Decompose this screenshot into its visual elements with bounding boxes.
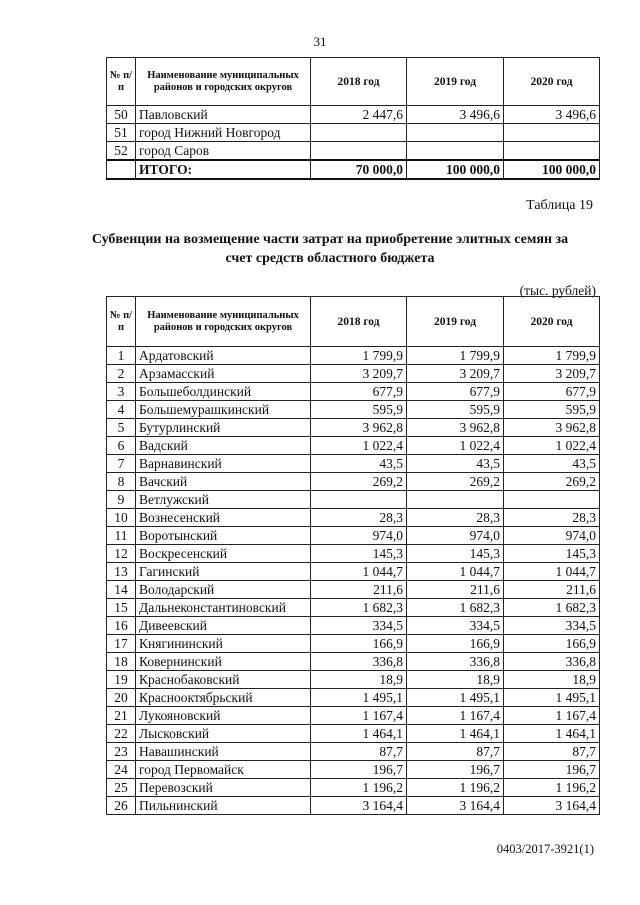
value-2018: 1 799,9: [311, 347, 407, 365]
row-number: 24: [107, 761, 136, 779]
value-2020: 87,7: [504, 743, 600, 761]
district-name: Бутурлинский: [136, 419, 311, 437]
row-number: 5: [107, 419, 136, 437]
value-2020: 196,7: [504, 761, 600, 779]
row-number: 17: [107, 635, 136, 653]
value-2018: 1 196,2: [311, 779, 407, 797]
row-number: 7: [107, 455, 136, 473]
value-2020: 269,2: [504, 473, 600, 491]
value-2020: 974,0: [504, 527, 600, 545]
value-2019: 3 962,8: [407, 419, 504, 437]
district-name: Навашинский: [136, 743, 311, 761]
value-2018: 3 962,8: [311, 419, 407, 437]
table-row: [107, 581, 600, 599]
row-number: 19: [107, 671, 136, 689]
value-2019: 145,3: [407, 545, 504, 563]
value-2020: 1 044,7: [504, 563, 600, 581]
row-number: 15: [107, 599, 136, 617]
value-2019: 1 464,1: [407, 725, 504, 743]
value-2018: 196,7: [311, 761, 407, 779]
page-number: 31: [313, 34, 327, 49]
total-row: [107, 160, 600, 179]
row-number: 16: [107, 617, 136, 635]
row-number: 12: [107, 545, 136, 563]
row-number: 9: [107, 491, 136, 509]
value-2018: [311, 491, 407, 509]
value-2020: 677,9: [504, 383, 600, 401]
table-header-row: [107, 58, 600, 106]
value-2019: 3 164,4: [407, 797, 504, 815]
table-row: [107, 509, 600, 527]
district-name: Вознесенский: [136, 509, 311, 527]
table-row: [107, 527, 600, 545]
value-2020: 595,9: [504, 401, 600, 419]
district-name: Лысковский: [136, 725, 311, 743]
value-2020: 1 167,4: [504, 707, 600, 725]
table-row: [107, 779, 600, 797]
value-2018: 677,9: [311, 383, 407, 401]
value-2019: 595,9: [407, 401, 504, 419]
value-2018: 1 464,1: [311, 725, 407, 743]
total-2019: 100 000,0: [407, 160, 504, 179]
value-2018: 3 209,7: [311, 365, 407, 383]
table-row: [107, 383, 600, 401]
row-number: 51: [107, 124, 136, 142]
header-2018: 2018 год: [311, 58, 407, 106]
value-2019: 1 196,2: [407, 779, 504, 797]
row-number: 14: [107, 581, 136, 599]
value-2018: 334,5: [311, 617, 407, 635]
header-2018: 2018 год: [311, 297, 407, 347]
header-name: Наименование муниципальных районов и городских округов: [136, 297, 311, 347]
value-2018: [311, 124, 407, 142]
district-name: Ветлужский: [136, 491, 311, 509]
table-row: [107, 401, 600, 419]
table-row: [107, 743, 600, 761]
district-name: Дивеевский: [136, 617, 311, 635]
total-empty-cell: [107, 160, 136, 179]
header-name: Наименование муниципальных районов и городских округов: [136, 58, 311, 106]
table-row: [107, 617, 600, 635]
district-name: город Саров: [136, 142, 311, 161]
value-2019: 211,6: [407, 581, 504, 599]
table-header-row: [107, 297, 600, 347]
value-2019: 1 799,9: [407, 347, 504, 365]
district-name: Арзамасский: [136, 365, 311, 383]
value-2020: 3 164,4: [504, 797, 600, 815]
value-2020: 1 022,4: [504, 437, 600, 455]
value-2019: 3 496,6: [407, 106, 504, 124]
row-number: 52: [107, 142, 136, 161]
district-name: Краснооктябрьский: [136, 689, 311, 707]
table-row: [107, 725, 600, 743]
district-name: Большеболдинский: [136, 383, 311, 401]
row-number: 26: [107, 797, 136, 815]
value-2020: 166,9: [504, 635, 600, 653]
value-2019: 18,9: [407, 671, 504, 689]
table-title: Субвенции на возмещение части затрат на приобретение элитных семян за счет средств областного бюджета: [91, 232, 569, 266]
value-2020: [504, 491, 600, 509]
total-2018: 70 000,0: [311, 160, 407, 179]
table-row: [107, 635, 600, 653]
row-number: 21: [107, 707, 136, 725]
value-2018: 1 682,3: [311, 599, 407, 617]
district-name: Пильнинский: [136, 797, 311, 815]
table-caption: Таблица 19: [526, 198, 593, 213]
district-name: Ардатовский: [136, 347, 311, 365]
value-2019: 28,3: [407, 509, 504, 527]
row-number: 1: [107, 347, 136, 365]
district-name: Перевозский: [136, 779, 311, 797]
table-row: [107, 124, 600, 142]
value-2019: 334,5: [407, 617, 504, 635]
district-name: Павловский: [136, 106, 311, 124]
table-row: [107, 473, 600, 491]
value-2019: [407, 142, 504, 161]
value-2018: 1 044,7: [311, 563, 407, 581]
row-number: 3: [107, 383, 136, 401]
district-name: Вадский: [136, 437, 311, 455]
value-2018: 269,2: [311, 473, 407, 491]
row-number: 23: [107, 743, 136, 761]
district-name: Княгининский: [136, 635, 311, 653]
continued-subsidies-table: [106, 57, 600, 180]
value-2018: 1 495,1: [311, 689, 407, 707]
header-2019: 2019 год: [407, 297, 504, 347]
value-2019: 269,2: [407, 473, 504, 491]
row-number: 10: [107, 509, 136, 527]
value-2019: [407, 124, 504, 142]
row-number: 4: [107, 401, 136, 419]
table-row: [107, 419, 600, 437]
value-2020: 1 682,3: [504, 599, 600, 617]
district-name: Краснобаковский: [136, 671, 311, 689]
value-2018: 87,7: [311, 743, 407, 761]
value-2019: 87,7: [407, 743, 504, 761]
value-2019: 3 209,7: [407, 365, 504, 383]
row-number: 50: [107, 106, 136, 124]
value-2020: 1 464,1: [504, 725, 600, 743]
district-name: город Нижний Новгород: [136, 124, 311, 142]
row-number: 2: [107, 365, 136, 383]
value-2020: 28,3: [504, 509, 600, 527]
table-row: [107, 347, 600, 365]
value-2018: 595,9: [311, 401, 407, 419]
header-2019: 2019 год: [407, 58, 504, 106]
value-2020: 3 962,8: [504, 419, 600, 437]
table-row: [107, 491, 600, 509]
row-number: 8: [107, 473, 136, 491]
value-2018: 2 447,6: [311, 106, 407, 124]
value-2019: 1 495,1: [407, 689, 504, 707]
value-2020: 334,5: [504, 617, 600, 635]
district-name: Гагинский: [136, 563, 311, 581]
table-row: [107, 797, 600, 815]
header-no: № п/п: [107, 297, 136, 347]
value-2020: 18,9: [504, 671, 600, 689]
value-2019: 1 167,4: [407, 707, 504, 725]
table-row: [107, 599, 600, 617]
value-2018: 3 164,4: [311, 797, 407, 815]
value-2020: 1 196,2: [504, 779, 600, 797]
table-row: [107, 563, 600, 581]
district-name: Дальнеконстантиновский: [136, 599, 311, 617]
value-2019: 974,0: [407, 527, 504, 545]
row-number: 20: [107, 689, 136, 707]
district-name: Лукояновский: [136, 707, 311, 725]
district-name: город Первомайск: [136, 761, 311, 779]
value-2020: 336,8: [504, 653, 600, 671]
total-label: ИТОГО:: [136, 160, 311, 179]
row-number: 25: [107, 779, 136, 797]
total-2020: 100 000,0: [504, 160, 600, 179]
value-2020: 1 495,1: [504, 689, 600, 707]
row-number: 13: [107, 563, 136, 581]
value-2018: 28,3: [311, 509, 407, 527]
row-number: 22: [107, 725, 136, 743]
value-2020: 145,3: [504, 545, 600, 563]
value-2018: 43,5: [311, 455, 407, 473]
value-2018: 18,9: [311, 671, 407, 689]
value-2018: 1 022,4: [311, 437, 407, 455]
district-name: Воскресенский: [136, 545, 311, 563]
value-2019: [407, 491, 504, 509]
value-2018: 145,3: [311, 545, 407, 563]
table-row: [107, 545, 600, 563]
value-2020: [504, 142, 600, 161]
row-number: 11: [107, 527, 136, 545]
units-label: (тыс. рублей): [519, 283, 596, 298]
value-2020: 211,6: [504, 581, 600, 599]
value-2019: 1 682,3: [407, 599, 504, 617]
district-name: Большемурашкинский: [136, 401, 311, 419]
table-row: [107, 437, 600, 455]
table-row: [107, 106, 600, 124]
table-row: [107, 455, 600, 473]
value-2019: 677,9: [407, 383, 504, 401]
table-row: [107, 689, 600, 707]
row-number: 18: [107, 653, 136, 671]
district-name: Ковернинский: [136, 653, 311, 671]
value-2019: 166,9: [407, 635, 504, 653]
table-row: [107, 653, 600, 671]
value-2019: 196,7: [407, 761, 504, 779]
document-code: 0403/2017-3921(1): [496, 842, 594, 856]
value-2020: 43,5: [504, 455, 600, 473]
value-2019: 43,5: [407, 455, 504, 473]
value-2020: 1 799,9: [504, 347, 600, 365]
value-2018: 1 167,4: [311, 707, 407, 725]
header-no: № п/п: [107, 58, 136, 106]
value-2018: 336,8: [311, 653, 407, 671]
header-2020: 2020 год: [504, 297, 600, 347]
table-row: [107, 761, 600, 779]
value-2019: 1 044,7: [407, 563, 504, 581]
value-2018: 974,0: [311, 527, 407, 545]
district-name: Варнавинский: [136, 455, 311, 473]
value-2018: 211,6: [311, 581, 407, 599]
table-row: [107, 671, 600, 689]
table-row: [107, 365, 600, 383]
value-2019: 1 022,4: [407, 437, 504, 455]
district-name: Володарский: [136, 581, 311, 599]
row-number: 6: [107, 437, 136, 455]
value-2020: 3 209,7: [504, 365, 600, 383]
table-row: [107, 142, 600, 161]
value-2019: 336,8: [407, 653, 504, 671]
district-name: Воротынский: [136, 527, 311, 545]
value-2018: 166,9: [311, 635, 407, 653]
header-2020: 2020 год: [504, 58, 600, 106]
table-row: [107, 707, 600, 725]
value-2018: [311, 142, 407, 161]
elite-seeds-subsidies-table: [106, 296, 600, 815]
district-name: Вачский: [136, 473, 311, 491]
value-2020: [504, 124, 600, 142]
value-2020: 3 496,6: [504, 106, 600, 124]
